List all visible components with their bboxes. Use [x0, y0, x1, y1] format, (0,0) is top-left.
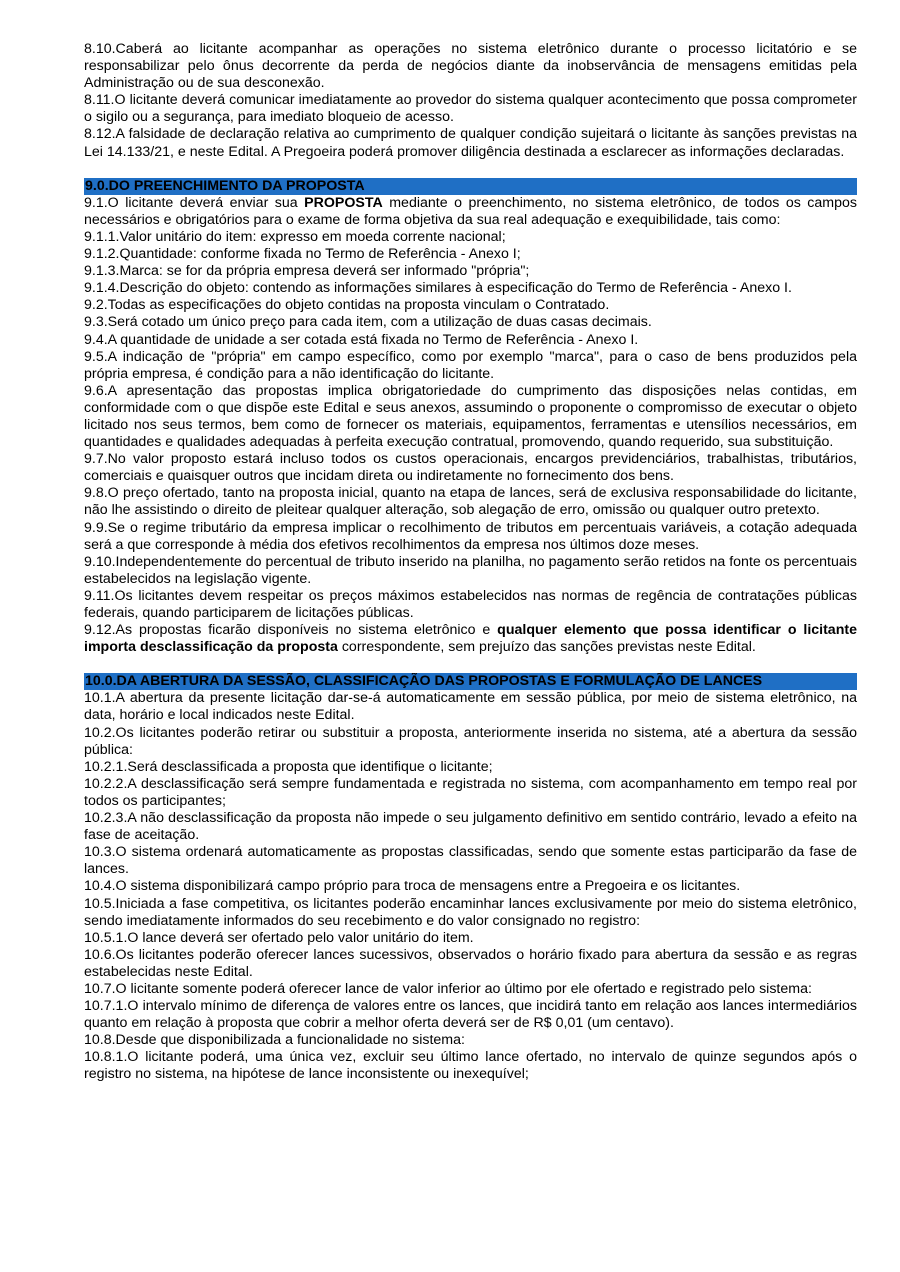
- clause-10-2-1: 10.2.1.Será desclassificada a proposta que identifique o licitante;: [84, 758, 493, 775]
- bold-emphasis: qualquer elemento que possa identificar o licitante importa desclassificação da proposta: [84, 622, 857, 656]
- text-run: 9.12.As propostas ficarão disponíveis no sistema eletrônico e: [84, 622, 498, 639]
- clause-9-6: 9.6.A apresentação das propostas implica obrigatoriedade do cumprimento das disposições nelas contidas, em conformidade com o que dispõe este Edital e seus anexos, assumindo o proponente o compromisso de executar o objeto licitado nos seus termos, bem como de fornecer os materiais, equipamentos, ferramentas e utensílios necessários, em quantidades e qualidades adequadas à perfeita execução contratual, promovendo, quando requerido, sua substituição.: [84, 382, 857, 451]
- clause-10-2: 10.2.Os licitantes poderão retirar ou substituir a proposta, anteriormente inserida no sistema, até a abertura da sessão pública:: [84, 724, 857, 758]
- paragraph-spacer: [84, 656, 857, 673]
- clause-10-8-1: 10.8.1.O licitante poderá, uma única vez, excluir seu último lance ofertado, no intervalo de quinze segundos após o registro no sistema, na hipótese de lance inconsistente ou inexequível;: [84, 1049, 857, 1083]
- clause-10-6: 10.6.Os licitantes poderão oferecer lances sucessivos, observados o horário fixado para abertura da sessão e as regras estabelecidas neste Edital.: [84, 946, 857, 980]
- bold-emphasis: PROPOSTA: [304, 194, 383, 211]
- text-run: 9.1.O licitante deverá enviar sua: [84, 194, 305, 211]
- clause-9-3: 9.3.Será cotado um único preço para cada item, com a utilização de duas casas decimais.: [84, 314, 652, 331]
- clause-9-12: [84, 622, 857, 656]
- section-heading-10: 10.0.DA ABERTURA DA SESSÃO, CLASSIFICAÇÃO DAS PROPOSTAS E FORMULAÇÃO DE LANCES: [84, 673, 857, 690]
- paragraph-spacer: [84, 161, 857, 178]
- clause-10-7: 10.7.O licitante somente poderá oferecer lance de valor inferior ao último por ele ofertado e registrado pelo sistema:: [84, 980, 812, 997]
- clause-9-9: 9.9.Se o regime tributário da empresa implicar o recolhimento de tributos em percentuais variáveis, a cotação adequada será a que corresponde à média dos efetivos recolhimentos da empresa nos últimos doze meses.: [84, 519, 857, 553]
- clause-9-7: 9.7.No valor proposto estará incluso todos os custos operacionais, encargos previdenciários, trabalhistas, tributários, comerciais e quaisquer outros que incidam direta ou indiretamente no fornecimento dos bens.: [84, 451, 857, 485]
- document-body: [84, 41, 857, 1084]
- clause-9-1-1: 9.1.1.Valor unitário do item: expresso em moeda corrente nacional;: [84, 228, 506, 245]
- clause-9-2: 9.2.Todas as especificações do objeto contidas na proposta vinculam o Contratado.: [84, 297, 610, 314]
- clause-8-12: 8.12.A falsidade de declaração relativa ao cumprimento de qualquer condição sujeitará o licitante às sanções previstas na Lei 14.133/21, e neste Edital. A Pregoeira poderá promover diligência destinada a esclarecer as informações declaradas.: [84, 126, 857, 160]
- clause-9-1-4: 9.1.4.Descrição do objeto: contendo as informações similares à especificação do Termo de Referência - Anexo I.: [84, 280, 792, 297]
- clause-10-8: 10.8.Desde que disponibilizada a funcionalidade no sistema:: [84, 1032, 465, 1049]
- clause-9-5: 9.5.A indicação de "própria" em campo específico, como por exemplo "marca", para o caso de bens produzidos pela própria empresa, é condição para a não identificação do licitante.: [84, 348, 857, 382]
- clause-9-1-3: 9.1.3.Marca: se for da própria empresa deverá ser informado "própria";: [84, 263, 530, 280]
- clause-9-10: 9.10.Independentemente do percentual de tributo inserido na planilha, no pagamento serão retidos na fonte os percentuais estabelecidos na legislação vigente.: [84, 553, 857, 587]
- clause-8-11: 8.11.O licitante deverá comunicar imediatamente ao provedor do sistema qualquer acontecimento que possa comprometer o sigilo ou a segurança, para imediato bloqueio de acesso.: [84, 92, 857, 126]
- clause-10-1: 10.1.A abertura da presente licitação dar-se-á automaticamente em sessão pública, por meio de sistema eletrônico, na data, horário e local indicados neste Edital.: [84, 690, 857, 724]
- section-heading-9: 9.0.DO PREENCHIMENTO DA PROPOSTA: [84, 178, 857, 195]
- text-run: correspondente, sem prejuízo das sanções previstas neste Edital.: [337, 639, 756, 656]
- clause-10-2-3: 10.2.3.A não desclassificação da proposta não impede o seu julgamento definitivo em sentido contrário, levado a efeito na fase de aceitação.: [84, 810, 857, 844]
- clause-9-11: 9.11.Os licitantes devem respeitar os preços máximos estabelecidos nas normas de regência de contratações públicas federais, quando participarem de licitações públicas.: [84, 587, 857, 621]
- clause-9-4: 9.4.A quantidade de unidade a ser cotada está fixada no Termo de Referência - Anexo I.: [84, 331, 639, 348]
- clause-9-1-2: 9.1.2.Quantidade: conforme fixada no Termo de Referência - Anexo I;: [84, 246, 521, 263]
- clause-9-8: 9.8.O preço ofertado, tanto na proposta inicial, quanto na etapa de lances, será de exclusiva responsabilidade do licitante, não lhe assistindo o direito de pleitear qualquer alteração, sob alegação de erro, omissão ou qualquer outro pretexto.: [84, 485, 857, 519]
- clause-8-10: 8.10.Caberá ao licitante acompanhar as operações no sistema eletrônico durante o processo licitatório e se responsabilizar pelo ônus decorrente da perda de negócios diante da inobservância de mensagens emitidas pela Administração ou de sua desconexão.: [84, 41, 857, 92]
- clause-10-2-2: 10.2.2.A desclassificação será sempre fundamentada e registrada no sistema, com acompanhamento em tempo real por todos os participantes;: [84, 775, 857, 809]
- clause-10-5: 10.5.Iniciada a fase competitiva, os licitantes poderão encaminhar lances exclusivamente por meio do sistema eletrônico, sendo imediatamente informados do seu recebimento e do valor consignado no registro:: [84, 895, 857, 929]
- clause-10-3: 10.3.O sistema ordenará automaticamente as propostas classificadas, sendo que somente estas participarão da fase de lances.: [84, 844, 857, 878]
- text-run: mediante o preenchimento, no sistema eletrônico, de todos os campos necessários e obrigatórios para o exame de forma objetiva da sua real adequação e exequibilidade, tais como:: [84, 194, 857, 228]
- clause-9-1: [84, 195, 857, 229]
- clause-10-5-1: 10.5.1.O lance deverá ser ofertado pelo valor unitário do item.: [84, 929, 474, 946]
- clause-10-4: 10.4.O sistema disponibilizará campo próprio para troca de mensagens entre a Pregoeira e os licitantes.: [84, 878, 741, 895]
- clause-10-7-1: 10.7.1.O intervalo mínimo de diferença de valores entre os lances, que incidirá tanto em relação aos lances intermediários quanto em relação à proposta que cobrir a melhor oferta deverá ser de R$ 0,01 (um centavo).: [84, 998, 857, 1032]
